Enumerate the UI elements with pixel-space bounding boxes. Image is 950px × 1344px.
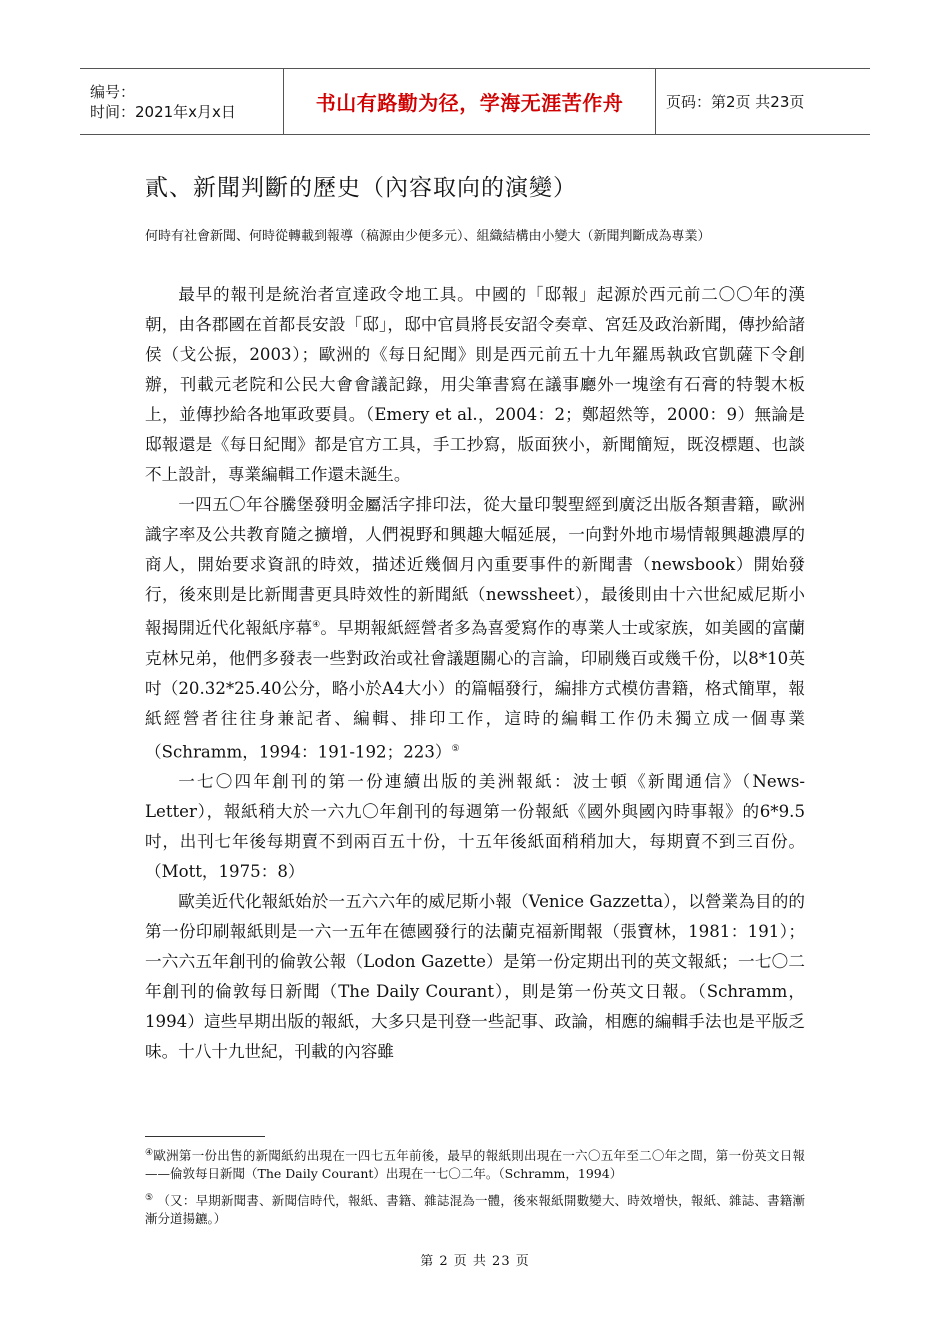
footnote-4-text: 歐洲第一份出售的新聞紙約出現在一四七五年前後，最早的報紙則出現在一六〇五年至二〇年之間，第一份英文日報——倫敦每日新聞（The Daily Courant）出現在一七〇二年。（Schramm，1994） <box>145 1148 805 1182</box>
doc-number-label: 编号： <box>90 82 136 101</box>
footnote-4 <box>145 1144 805 1183</box>
document-header <box>80 68 870 135</box>
section-subtitle: 何時有社會新聞、何時從轉載到報導（稿源由少便多元）、組織結構由小變大（新聞判斷成為專業） <box>145 229 711 244</box>
header-motto: 书山有路勤为径，学海无涯苦作舟 <box>315 91 624 115</box>
footnote-ref-5[interactable]: ⑤ <box>451 743 460 754</box>
header-page-cell <box>656 69 870 134</box>
footnote-ref-4[interactable]: ④ <box>312 620 321 630</box>
page-footer: 第 2 页 共 23 页 <box>420 1254 530 1269</box>
paragraph-2-part-b: 。早期報紙經營者多為喜愛寫作的專業人士或家族，如美國的富蘭克林兄弟，他們多發表一些對政治或社會議題關心的言論，印刷幾百或幾千份，以8*10英吋（20.32*25.40公分，略小於A4大小）的篇幅發行，編排方式模仿書籍，格式簡單，報紙經營者往往身兼記者、編輯、排印工作，這時的編輯工作仍未獨立成一個專業（Schramm，1994：191-192；223） <box>145 618 806 762</box>
time-label: 时间：2021年x月x日 <box>90 102 236 121</box>
header-info-cell <box>80 69 284 134</box>
footnote-4-mark: ④ <box>145 1148 154 1158</box>
body-text <box>145 280 805 1067</box>
header-motto-cell <box>284 69 656 134</box>
paragraph-4: 歐美近代化報紙始於一五六六年的威尼斯小報（Venice Gazzetta），以營業為目的的第一份印刷報紙則是一六一五年在德國發行的法蘭克福新聞報（張寶林，1981：191）；一六六五年創刊的倫敦公報（Lodon Gazette）是第一份定期出刊的英文報紙；一七〇二年創刊的倫敦每日新聞（The Daily Courant），則是第一份英文日報。（Schramm，1994）這些早期出版的報紙，大多只是刊登一些記事、政論，相應的編輯手法也是平版乏味。十八十九世紀，刊載的內容雖 <box>145 892 805 1062</box>
paragraph-1: 最早的報刊是統治者宣達政令地工具。中國的「邸報」起源於西元前二〇〇年的漢朝，由各郡國在首都長安設「邸」，邸中官員將長安詔令奏章、宮廷及政治新聞，傳抄給諸侯（戈公振，2003）；歐洲的《每日紀聞》則是西元前五十九年羅馬執政官凱薩下令創辦，刊載元老院和公民大會會議記錄，用尖筆書寫在議事廳外一塊塗有石膏的特製木板上，並傳抄給各地軍政要員。（Emery et al.，2004：2；鄭超然等，2000：9）無論是邸報還是《每日紀聞》都是官方工具，手工抄寫，版面狹小，新聞簡短，既沒標題、也談不上設計，專業編輯工作還未誕生。 <box>145 285 805 484</box>
footnote-5-text: （又：早期新聞書、新聞信時代，報紙、書籍、雜誌混為一體，後來報紙開數變大、時效增快，報紙、雜誌、書籍漸漸分道揚鑣。） <box>145 1193 805 1227</box>
page-number-label: 页码：第2页 共23页 <box>666 93 805 111</box>
paragraph-2 <box>145 490 805 767</box>
paragraph-2-part-a: 一四五〇年谷騰堡發明金屬活字排印法，從大量印製聖經到廣泛出版各類書籍，歐洲識字率及公共教育隨之擴增，人們視野和興趣大幅延展，一向對外地市場情報興趣濃厚的商人，開始要求資訊的時效，描述近幾個月內重要事件的新聞書（newsbook）開始發行，後來則是比新聞書更具時效性的新聞紙（newssheet），最後則由十六世紀威尼斯小報揭開近代化報紙序幕 <box>145 495 805 638</box>
paragraph-3: 一七〇四年創刊的第一份連續出版的美洲報紙：波士頓《新聞通信》（News-Letter），報紙稍大於一六九〇年創刊的每週第一份報紙《國外與國內時事報》的6*9.5吋，出刊七年後每期賣不到兩百五十份，十五年後紙面稍稍加大，每期賣不到三百份。（Mott，1975：8） <box>145 772 805 882</box>
footnote-5-mark: ⑤ <box>145 1193 154 1204</box>
section-title: 貳、新聞判斷的歷史（內容取向的演變） <box>145 175 577 201</box>
footnote-divider <box>145 1136 265 1137</box>
footnotes <box>145 1144 805 1234</box>
footnote-5 <box>145 1189 805 1228</box>
